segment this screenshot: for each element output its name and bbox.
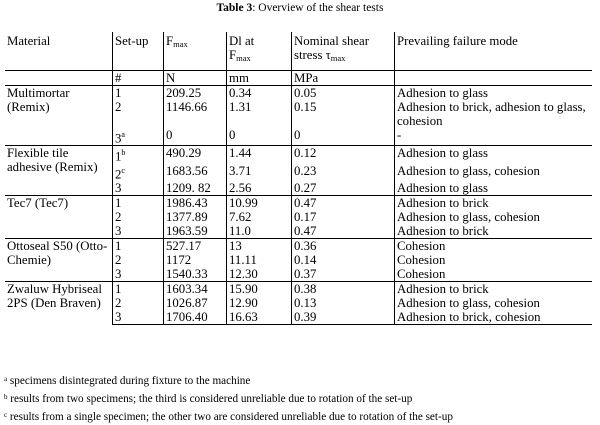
header-stress-line2: stress τ xyxy=(294,48,331,62)
stress-cell-value: 0.14 xyxy=(294,252,317,267)
failure-cell xyxy=(395,100,593,128)
stress-cell xyxy=(292,310,395,325)
fmax-cell xyxy=(164,224,227,239)
footnote-mark: a xyxy=(121,130,125,139)
header-row xyxy=(5,32,592,71)
stress-cell-value: 0 xyxy=(294,128,301,142)
dl-cell-value: 15.90 xyxy=(229,281,258,296)
fmax-cell-value: 1706.40 xyxy=(166,309,208,324)
unit-failure xyxy=(395,71,593,86)
failure-cell-value: Cohesion xyxy=(397,266,446,281)
failure-cell xyxy=(395,210,593,224)
failure-cell xyxy=(395,164,593,181)
fmax-cell xyxy=(164,253,227,267)
dl-cell xyxy=(227,310,292,325)
dl-cell-value: 12.30 xyxy=(229,266,258,281)
dl-cell xyxy=(227,181,292,196)
failure-cell-value: Adhesion to glass xyxy=(397,86,488,100)
fmax-cell-value: 1683.56 xyxy=(166,163,208,178)
setup-cell-value: 1 xyxy=(115,195,122,210)
fmax-cell xyxy=(164,146,227,164)
failure-cell xyxy=(395,238,593,253)
failure-cell xyxy=(395,296,593,310)
dl-cell-value: 0.34 xyxy=(229,86,252,100)
fmax-cell xyxy=(164,238,227,253)
dl-cell-value: 10.99 xyxy=(229,195,258,210)
footnote-text: results from two specimens; the third is considered unreliable due to rotation of the set-up xyxy=(7,393,413,405)
dl-cell xyxy=(227,128,292,146)
header-dl-line2: F xyxy=(229,48,237,62)
table-row xyxy=(5,281,592,296)
units-material xyxy=(5,71,113,86)
footnote-mark: b xyxy=(4,393,8,401)
unit-dl: mm xyxy=(227,71,292,86)
setup-cell xyxy=(113,267,164,282)
setup-cell xyxy=(113,146,164,164)
header-dl xyxy=(227,32,292,71)
failure-cell-value: Adhesion to glass, cohesion xyxy=(397,295,540,310)
dl-cell xyxy=(227,146,292,164)
setup-cell-value: 2 xyxy=(115,295,122,310)
dl-cell-value: 7.62 xyxy=(229,209,252,224)
stress-cell-value: 0.39 xyxy=(294,309,317,324)
dl-cell-value: 13 xyxy=(229,238,242,253)
dl-cell-value: 11.11 xyxy=(229,252,257,267)
fmax-cell-value: 1172 xyxy=(166,252,192,267)
fmax-cell-value: 1540.33 xyxy=(166,266,208,281)
dl-cell-value: 12.90 xyxy=(229,295,258,310)
caption-label: Table 3 xyxy=(216,2,253,14)
setup-cell xyxy=(113,100,164,128)
dl-cell xyxy=(227,267,292,282)
failure-cell xyxy=(395,146,593,164)
footnote-mark: b xyxy=(121,148,126,158)
fmax-cell-value: 209.25 xyxy=(166,86,202,100)
failure-cell-value: Cohesion xyxy=(397,252,446,267)
stress-cell-value: 0.17 xyxy=(294,209,317,224)
failure-cell-value: Adhesion to brick xyxy=(397,281,489,296)
material-cell: Flexible tile adhesive (Remix) xyxy=(5,146,113,196)
fmax-cell-value: 1603.34 xyxy=(166,281,208,296)
fmax-cell-value: 527.17 xyxy=(166,238,202,253)
header-fmax-main: F xyxy=(166,34,174,48)
dl-cell xyxy=(227,281,292,296)
stress-cell xyxy=(292,100,395,128)
setup-cell xyxy=(113,224,164,239)
setup-cell xyxy=(113,238,164,253)
fmax-cell xyxy=(164,86,227,101)
setup-cell xyxy=(113,253,164,267)
failure-cell-value: - xyxy=(397,128,402,142)
stress-cell xyxy=(292,210,395,224)
fmax-cell xyxy=(164,195,227,210)
setup-cell-value: 3 xyxy=(115,309,122,324)
failure-cell-value: Cohesion xyxy=(397,238,446,253)
header-material: Material xyxy=(5,32,113,71)
header-fmax-sub: max xyxy=(173,39,188,49)
failure-cell xyxy=(395,267,593,282)
failure-cell-value: Adhesion to glass, cohesion xyxy=(397,163,540,178)
fmax-cell xyxy=(164,164,227,181)
footnote-mark: a xyxy=(4,375,8,383)
fmax-cell xyxy=(164,296,227,310)
header-fmax xyxy=(164,32,227,71)
fmax-cell xyxy=(164,181,227,196)
header-setup: Set-up xyxy=(113,32,164,71)
stress-cell xyxy=(292,86,395,101)
header-failure: Prevailing failure mode xyxy=(397,34,518,48)
table-row xyxy=(5,195,592,210)
table-caption xyxy=(0,2,600,14)
stress-cell-value: 0.47 xyxy=(294,223,317,238)
units-row xyxy=(5,71,592,86)
table-row xyxy=(5,146,592,164)
failure-cell-value: Adhesion to brick, adhesion to glass, cohesion xyxy=(397,100,586,128)
stress-cell xyxy=(292,238,395,253)
setup-cell xyxy=(113,164,164,181)
dl-cell xyxy=(227,238,292,253)
fmax-cell-value: 1146.66 xyxy=(166,100,208,114)
fmax-cell-value: 1209. 82 xyxy=(166,180,211,195)
failure-cell xyxy=(395,181,593,196)
dl-cell-value: 1.44 xyxy=(229,146,252,161)
dl-cell xyxy=(227,164,292,181)
dl-cell xyxy=(227,253,292,267)
setup-cell xyxy=(113,195,164,210)
setup-cell-value: 3 xyxy=(115,266,122,281)
material-cell: Tec7 (Tec7) xyxy=(5,195,113,238)
dl-cell xyxy=(227,100,292,128)
dl-cell xyxy=(227,210,292,224)
setup-cell xyxy=(113,310,164,325)
stress-cell-value: 0.05 xyxy=(294,86,317,100)
failure-cell xyxy=(395,86,593,101)
footnote-mark: c xyxy=(121,165,125,175)
stress-cell-value: 0.47 xyxy=(294,195,317,210)
dl-cell xyxy=(227,195,292,210)
header-stress-sub: max xyxy=(330,53,346,63)
fmax-cell-value: 0 xyxy=(166,128,173,142)
failure-cell xyxy=(395,195,593,210)
failure-cell-value: Adhesion to glass xyxy=(397,146,488,161)
failure-cell xyxy=(395,128,593,146)
failure-cell-value: Adhesion to brick xyxy=(397,195,489,210)
dl-cell-value: 16.63 xyxy=(229,309,258,324)
stress-cell xyxy=(292,253,395,267)
footnote-text: specimens disintegrated during fixture to the machine xyxy=(7,375,251,387)
setup-cell-value: 1 xyxy=(115,149,122,164)
unit-setup: # xyxy=(113,71,164,86)
failure-cell xyxy=(395,310,593,325)
failure-cell-value: Adhesion to brick, cohesion xyxy=(397,309,541,324)
stress-cell-value: 0.38 xyxy=(294,281,317,296)
dl-cell-value: 11.0 xyxy=(229,223,251,238)
failure-cell xyxy=(395,253,593,267)
setup-cell xyxy=(113,210,164,224)
fmax-cell xyxy=(164,100,227,128)
shear-tests-table xyxy=(5,32,592,325)
fmax-cell xyxy=(164,128,227,146)
setup-cell-value: 2 xyxy=(115,166,122,181)
dl-cell-value: 0 xyxy=(229,128,236,142)
table-row xyxy=(5,86,592,101)
failure-cell-value: Adhesion to glass, cohesion xyxy=(397,209,540,224)
setup-cell-value: 3 xyxy=(115,131,122,146)
stress-cell-value: 0.12 xyxy=(294,146,317,161)
fmax-cell xyxy=(164,281,227,296)
fmax-cell xyxy=(164,267,227,282)
setup-cell xyxy=(113,86,164,101)
stress-cell xyxy=(292,128,395,146)
unit-fmax: N xyxy=(164,71,227,86)
material-cell: Ottoseal S50 (Otto-Chemie) xyxy=(5,238,113,281)
setup-cell-value: 3 xyxy=(115,223,122,238)
failure-cell-value: Adhesion to glass xyxy=(397,180,488,195)
setup-cell xyxy=(113,128,164,146)
footnote xyxy=(4,389,453,407)
footnote xyxy=(4,371,453,389)
dl-cell-value: 2.56 xyxy=(229,180,252,195)
unit-stress: MPa xyxy=(292,71,395,86)
setup-cell-value: 2 xyxy=(115,209,122,224)
caption-text: : Overview of the shear tests xyxy=(252,2,384,14)
stress-cell-value: 0.36 xyxy=(294,238,317,253)
setup-cell xyxy=(113,181,164,196)
fmax-cell-value: 1986.43 xyxy=(166,195,208,210)
setup-cell xyxy=(113,296,164,310)
fmax-cell-value: 1963.59 xyxy=(166,223,208,238)
setup-cell-value: 2 xyxy=(115,100,122,114)
setup-cell xyxy=(113,281,164,296)
header-dl-sub: max xyxy=(236,53,251,63)
failure-cell xyxy=(395,281,593,296)
material-cell: Zwaluw Hybriseal 2PS (Den Braven) xyxy=(5,281,113,324)
footnotes xyxy=(4,371,453,425)
fmax-cell-value: 1377.89 xyxy=(166,209,208,224)
footnote-mark: c xyxy=(4,411,8,419)
dl-cell xyxy=(227,224,292,239)
setup-cell-value: 1 xyxy=(115,86,122,100)
footnote xyxy=(4,407,453,425)
dl-cell xyxy=(227,86,292,101)
header-stress-line1: Nominal shear xyxy=(294,34,369,48)
dl-cell xyxy=(227,296,292,310)
footnote-text: results from a single specimen; the other two are considered unreliable due to rotation of the set-up xyxy=(7,411,453,423)
failure-cell-value: Adhesion to brick xyxy=(397,223,489,238)
stress-cell xyxy=(292,146,395,164)
stress-cell-value: 0.13 xyxy=(294,295,317,310)
stress-cell-value: 0.27 xyxy=(294,180,317,195)
fmax-cell-value: 490.29 xyxy=(166,146,202,161)
table-row xyxy=(5,238,592,253)
stress-cell xyxy=(292,195,395,210)
stress-cell xyxy=(292,224,395,239)
stress-cell xyxy=(292,164,395,181)
setup-cell-value: 1 xyxy=(115,238,122,253)
stress-cell-value: 0.23 xyxy=(294,163,317,178)
stress-cell-value: 0.37 xyxy=(294,266,317,281)
material-cell: Multimortar (Remix) xyxy=(5,86,113,146)
fmax-cell xyxy=(164,310,227,325)
stress-cell xyxy=(292,181,395,196)
dl-cell-value: 1.31 xyxy=(229,100,252,114)
setup-cell-value: 3 xyxy=(115,180,122,195)
fmax-cell xyxy=(164,210,227,224)
setup-cell-value: 1 xyxy=(115,281,122,296)
stress-cell xyxy=(292,281,395,296)
header-dl-line1: Dl at xyxy=(229,34,255,48)
fmax-cell-value: 1026.87 xyxy=(166,295,208,310)
setup-cell-value: 2 xyxy=(115,252,122,267)
header-stress xyxy=(292,32,395,71)
stress-cell xyxy=(292,296,395,310)
stress-cell-value: 0.15 xyxy=(294,100,317,114)
dl-cell-value: 3.71 xyxy=(229,163,252,178)
stress-cell xyxy=(292,267,395,282)
failure-cell xyxy=(395,224,593,239)
